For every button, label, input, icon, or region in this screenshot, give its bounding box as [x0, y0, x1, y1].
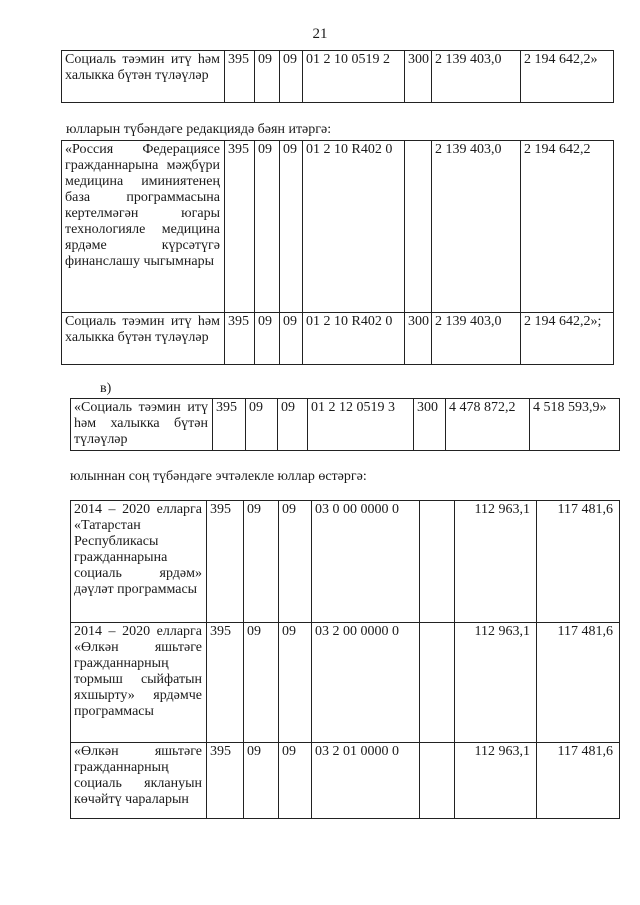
- row-expense-type: 300: [405, 51, 432, 103]
- row-target-article: 01 2 10 R402 0: [303, 141, 405, 313]
- table-row: [71, 501, 620, 623]
- row-section: 09: [255, 51, 280, 103]
- row-sum-2: 117 481,6: [537, 743, 620, 819]
- budget-table-2: [61, 140, 614, 365]
- row-ministry-code: 395: [213, 399, 246, 451]
- row-ministry-code: 395: [225, 141, 255, 313]
- row-subsection: 09: [279, 623, 312, 743]
- row-expense-type: [420, 743, 455, 819]
- row-name: «Өлкән яшьтәге гражданнарның социаль яклануын көчәйтү чараларын: [71, 743, 207, 819]
- row-target-article: 03 0 00 0000 0: [312, 501, 420, 623]
- row-sum-2: 4 518 593,9»: [530, 399, 620, 451]
- table-row: [62, 141, 614, 313]
- row-sum-1: 112 963,1: [455, 743, 537, 819]
- row-section: 09: [246, 399, 278, 451]
- row-name: «Социаль тәэмин итү һәм халыкка бүтән түләүләр: [71, 399, 213, 451]
- row-subsection: 09: [280, 313, 303, 365]
- item-marker-v: в): [100, 381, 112, 396]
- row-subsection: 09: [278, 399, 308, 451]
- row-subsection: 09: [279, 501, 312, 623]
- row-sum-2: 2 194 642,2: [521, 141, 614, 313]
- row-sum-1: 2 139 403,0: [432, 313, 521, 365]
- row-subsection: 09: [280, 51, 303, 103]
- row-ministry-code: 395: [207, 743, 244, 819]
- row-target-article: 01 2 10 R402 0: [303, 313, 405, 365]
- row-expense-type: 300: [414, 399, 446, 451]
- row-expense-type: [405, 141, 432, 313]
- row-sum-2: 2 194 642,2»;: [521, 313, 614, 365]
- table-row: [71, 743, 620, 819]
- row-sum-1: 2 139 403,0: [432, 141, 521, 313]
- row-name: Социаль тәэмин итү һәм халыкка бүтән түләүләр: [62, 313, 225, 365]
- row-subsection: 09: [279, 743, 312, 819]
- row-expense-type: 300: [405, 313, 432, 365]
- row-subsection: 09: [280, 141, 303, 313]
- row-sum-2: 117 481,6: [537, 501, 620, 623]
- row-sum-2: 117 481,6: [537, 623, 620, 743]
- row-sum-1: 4 478 872,2: [446, 399, 530, 451]
- row-sum-1: 112 963,1: [455, 501, 537, 623]
- instruction-text-1: юлларын түбәндәге редакциядә бәян итәргә:: [66, 122, 332, 137]
- row-ministry-code: 395: [207, 623, 244, 743]
- row-ministry-code: 395: [207, 501, 244, 623]
- row-name: 2014 – 2020 елларга «Татарстан Республикасы гражданнарына социаль ярдәм» дәүләт программасы: [71, 501, 207, 623]
- row-target-article: 01 2 12 0519 3: [308, 399, 414, 451]
- row-expense-type: [420, 623, 455, 743]
- row-name: «Россия Федерациясе гражданнарына мәҗбүри медицина иминиятенең база программасына кертелмәгән югары технологияле медицина ярдәме күрсәтүгә финанслашу чыгымнары: [62, 141, 225, 313]
- row-sum-1: 112 963,1: [455, 623, 537, 743]
- row-name: 2014 – 2020 елларга «Өлкән яшьтәге гражданнарның тормыш сыйфатын яхшырту» ярдәмче программасы: [71, 623, 207, 743]
- row-target-article: 01 2 10 0519 2: [303, 51, 405, 103]
- row-section: 09: [244, 743, 279, 819]
- budget-table-4: [70, 500, 620, 819]
- row-section: 09: [255, 141, 280, 313]
- row-ministry-code: 395: [225, 313, 255, 365]
- row-ministry-code: 395: [225, 51, 255, 103]
- instruction-text-2: юлыннан соң түбәндәге эчтәлекле юллар өстәргә:: [70, 469, 367, 484]
- row-target-article: 03 2 00 0000 0: [312, 623, 420, 743]
- table-row: [71, 623, 620, 743]
- page-number: 21: [312, 26, 328, 42]
- budget-table-1: [61, 50, 614, 103]
- budget-table-3: [70, 398, 620, 451]
- table-row: [71, 399, 620, 451]
- row-target-article: 03 2 01 0000 0: [312, 743, 420, 819]
- row-name: Социаль тәэмин итү һәм халыкка бүтән түләүләр: [62, 51, 225, 103]
- row-expense-type: [420, 501, 455, 623]
- row-section: 09: [244, 501, 279, 623]
- table-row: [62, 51, 614, 103]
- row-sum-1: 2 139 403,0: [432, 51, 521, 103]
- row-section: 09: [244, 623, 279, 743]
- row-section: 09: [255, 313, 280, 365]
- row-sum-2: 2 194 642,2»: [521, 51, 614, 103]
- table-row: [62, 313, 614, 365]
